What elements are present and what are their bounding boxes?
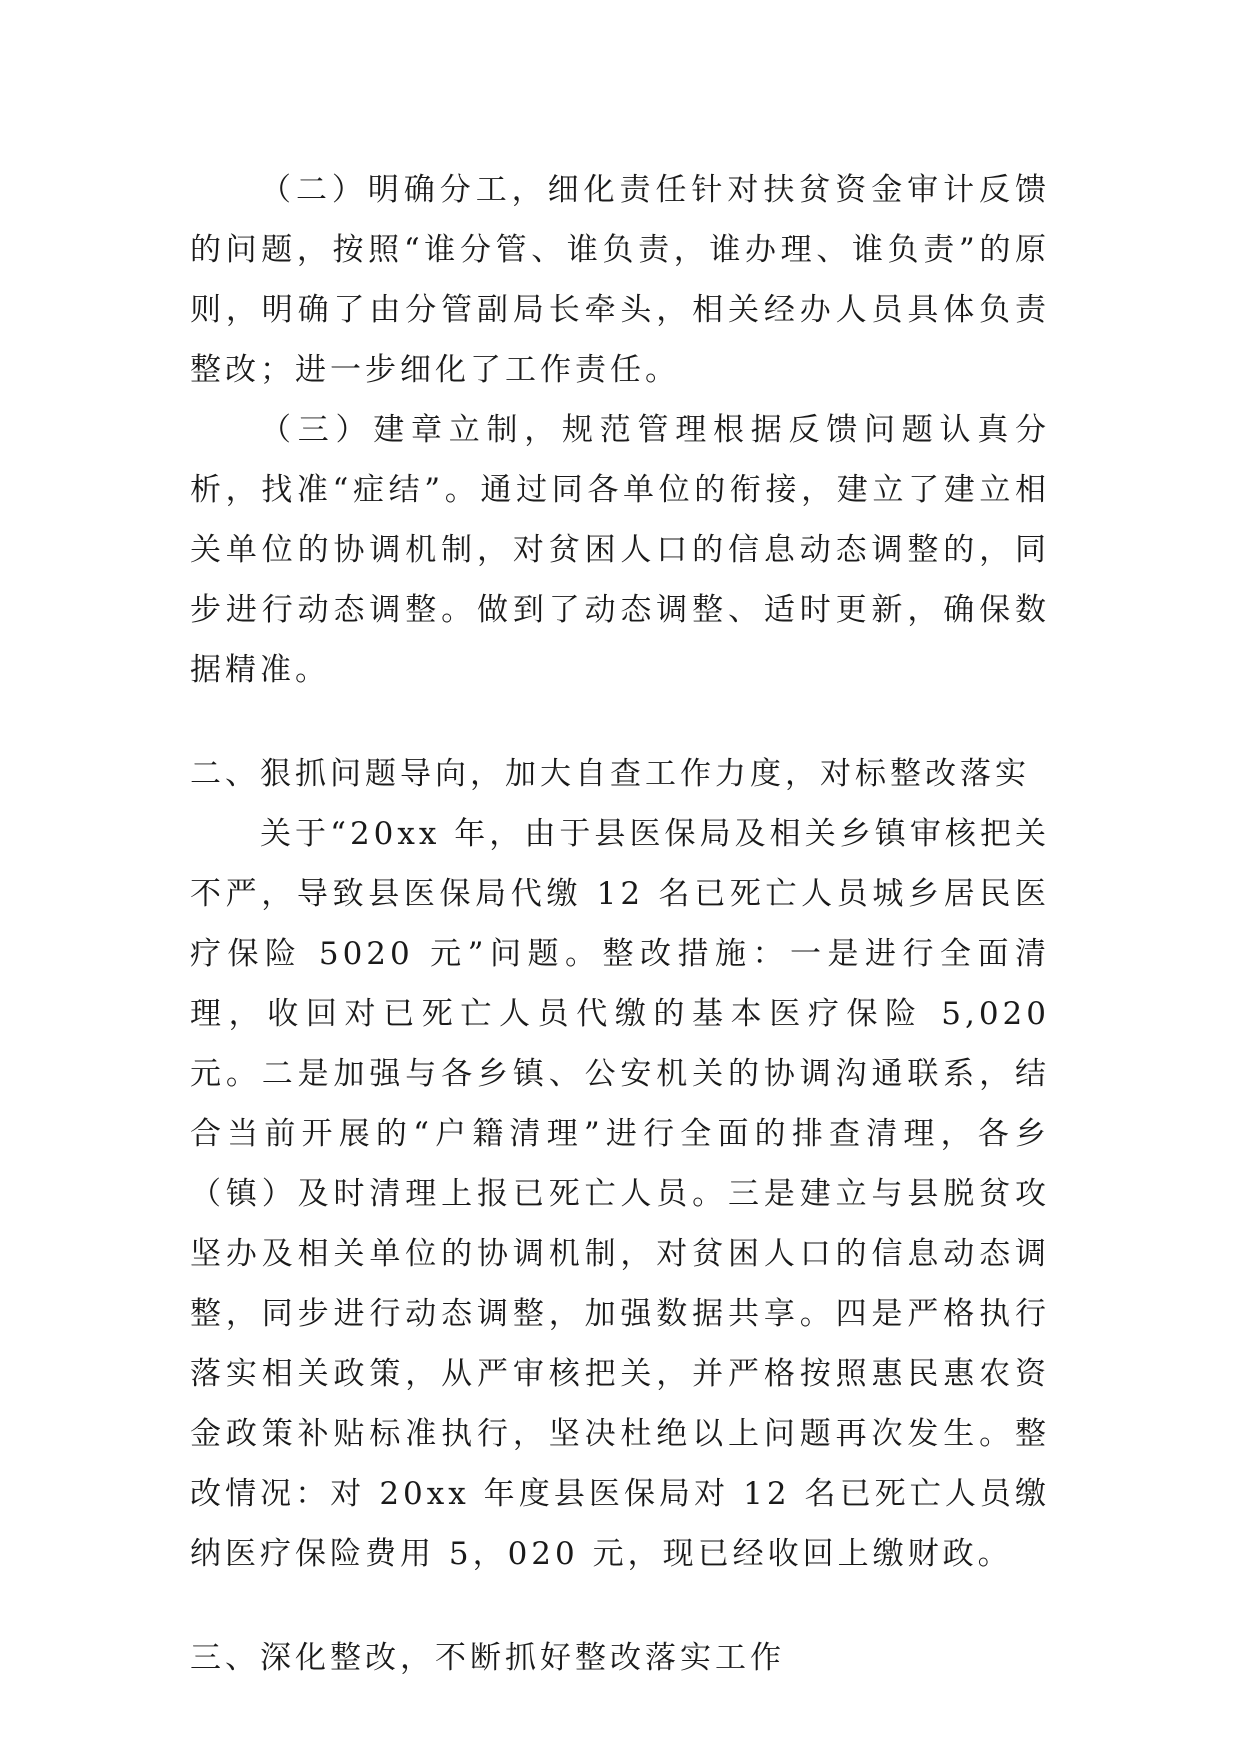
section-spacer: [190, 1584, 1050, 1628]
section-heading-2: 二、狠抓问题导向，加大自查工作力度，对标整改落实: [190, 756, 1030, 792]
paragraph-medical-insurance-issue: 关于“20xx 年，由于县医保局及相关乡镇审核把关不严，导致县医保局代缴 12 名已死亡人员城乡居民医疗保险 5020 元”问题。整改措施：一是进行全面清理，收回对已死亡人员代缴的基本医疗保险 5,020 元。二是加强与各乡镇、公安机关的协调沟通联系，结合当前开展的“户籍清理”进行全面的排查清理，各乡（镇）及时清理上报已死亡人员。三是建立与县脱贫攻坚办及相关单位的协调机制，对贫困人口的信息动态调整，同步进行动态调整，加强数据共享。四是严格执行落实相关政策，从严审核把关，并严格按照惠民惠农资金政策补贴标准执行，坚决杜绝以上问题再次发生。整改情况：对 20xx 年度县医保局对 12 名已死亡人员缴纳医疗保险费用 5，020 元，现已经收回上缴财政。: [190, 816, 1050, 1572]
section-heading-3: 三、深化整改，不断抓好整改落实工作: [190, 1640, 785, 1676]
document-body: [190, 160, 1050, 1688]
paragraph-rules-and-regulations: （三）建章立制，规范管理根据反馈问题认真分析，找准“症结”。通过同各单位的衔接，建立了建立相关单位的协调机制，对贫困人口的信息动态调整的，同步进行动态调整。做到了动态调整、适时更新，确保数据精准。: [190, 412, 1050, 688]
section-spacer: [190, 700, 1050, 744]
paragraph-division-of-labor: （二）明确分工，细化责任针对扶贫资金审计反馈的问题，按照“谁分管、谁负责，谁办理、谁负责”的原则，明确了由分管副局长牵头，相关经办人员具体负责整改；进一步细化了工作责任。: [190, 172, 1050, 388]
